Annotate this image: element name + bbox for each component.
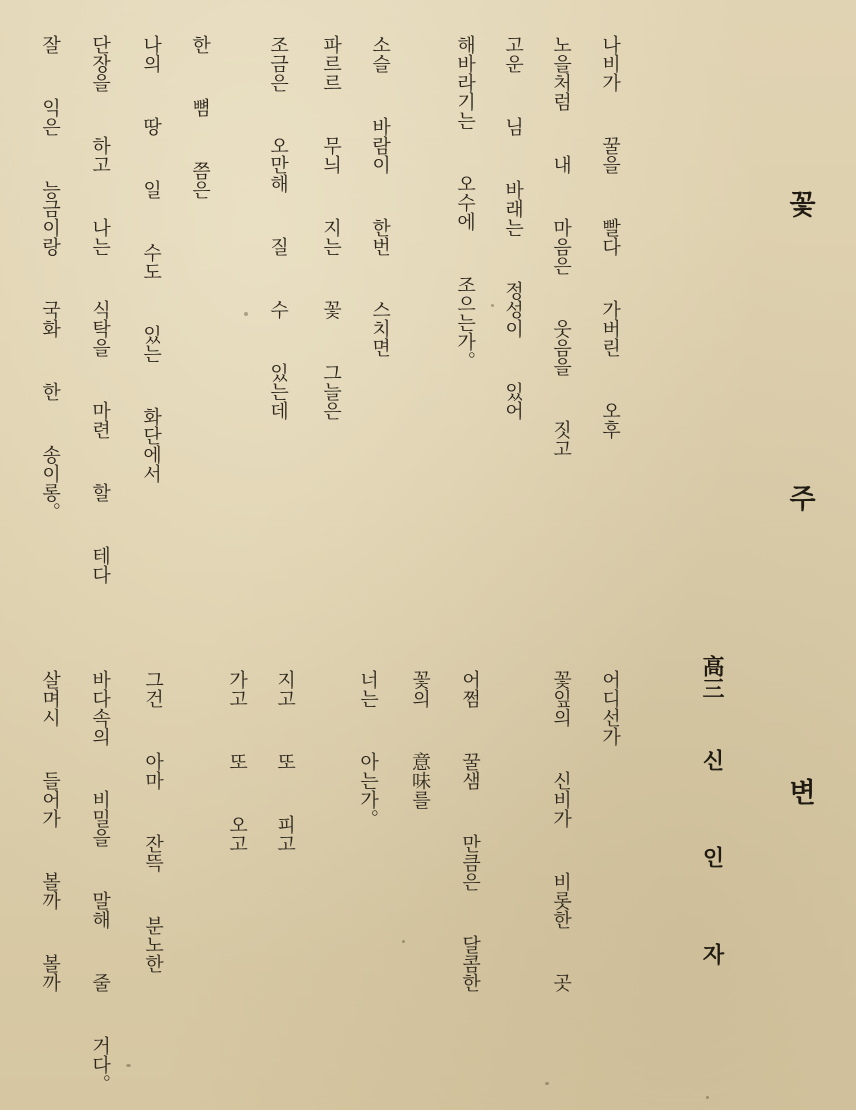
poem-line: 너는 아는가。 [357,670,379,828]
poem-line: 나비가 꿀을 빨다 가버린 오후 [599,35,621,439]
poem-line: 그건 아마 잔뜩 분노한 [142,670,164,973]
poem-line: 꽃잎의 신비가 비롯한 곳 [550,670,572,992]
poem-line: 파르르 무늬 지는 꽃 그늘은 [320,35,342,420]
poem-line: 노을처럼 내 마음은 웃음을 짓고 [550,35,572,458]
poem-author: 高三 신 인 자 [699,655,724,965]
paper-speck [126,1064,131,1067]
poem-line: 한 뼘 쯤은 [189,35,211,199]
paper-speck [491,304,494,307]
poem-line: 단장을 하고 나는 식탁을 마련 할 테다 [89,35,111,584]
poem-line: 어쩜 꿀샘 만큼은 달콤한 [459,670,481,992]
poem-line: 가고 또 오고 [226,670,248,853]
paper-speck [706,1096,709,1099]
paper-speck [545,1082,549,1085]
poem-line: 조금은 오만해 질 수 있는데 [267,35,289,420]
poem-line: 바다속의 비밀을 말해 줄 거다。 [89,670,111,1093]
poem-line: 꽃의 意味를 [409,670,431,809]
poem-line: 잘 익은 능금이랑 국화 한 송이롱。 [39,35,61,521]
poem-line: 소슬 바람이 한번 스치면 [369,35,391,357]
poem-title: 꽃 주 변 [784,190,815,923]
poem-line: 어디선가 [599,670,621,746]
poem-line: 나의 땅 일 수도 있는 화단에서 [140,35,162,483]
poem-line: 살며시 들어가 볼까 볼까 [39,670,61,992]
poem-line: 지고 또 피고 [274,670,296,853]
poem-line: 고운 님 바래는 정성이 있어 [502,35,524,420]
paper-speck [402,940,405,943]
paper-speck [244,312,248,316]
poem-line: 해바라기는 오수에 조으는가。 [454,35,476,370]
